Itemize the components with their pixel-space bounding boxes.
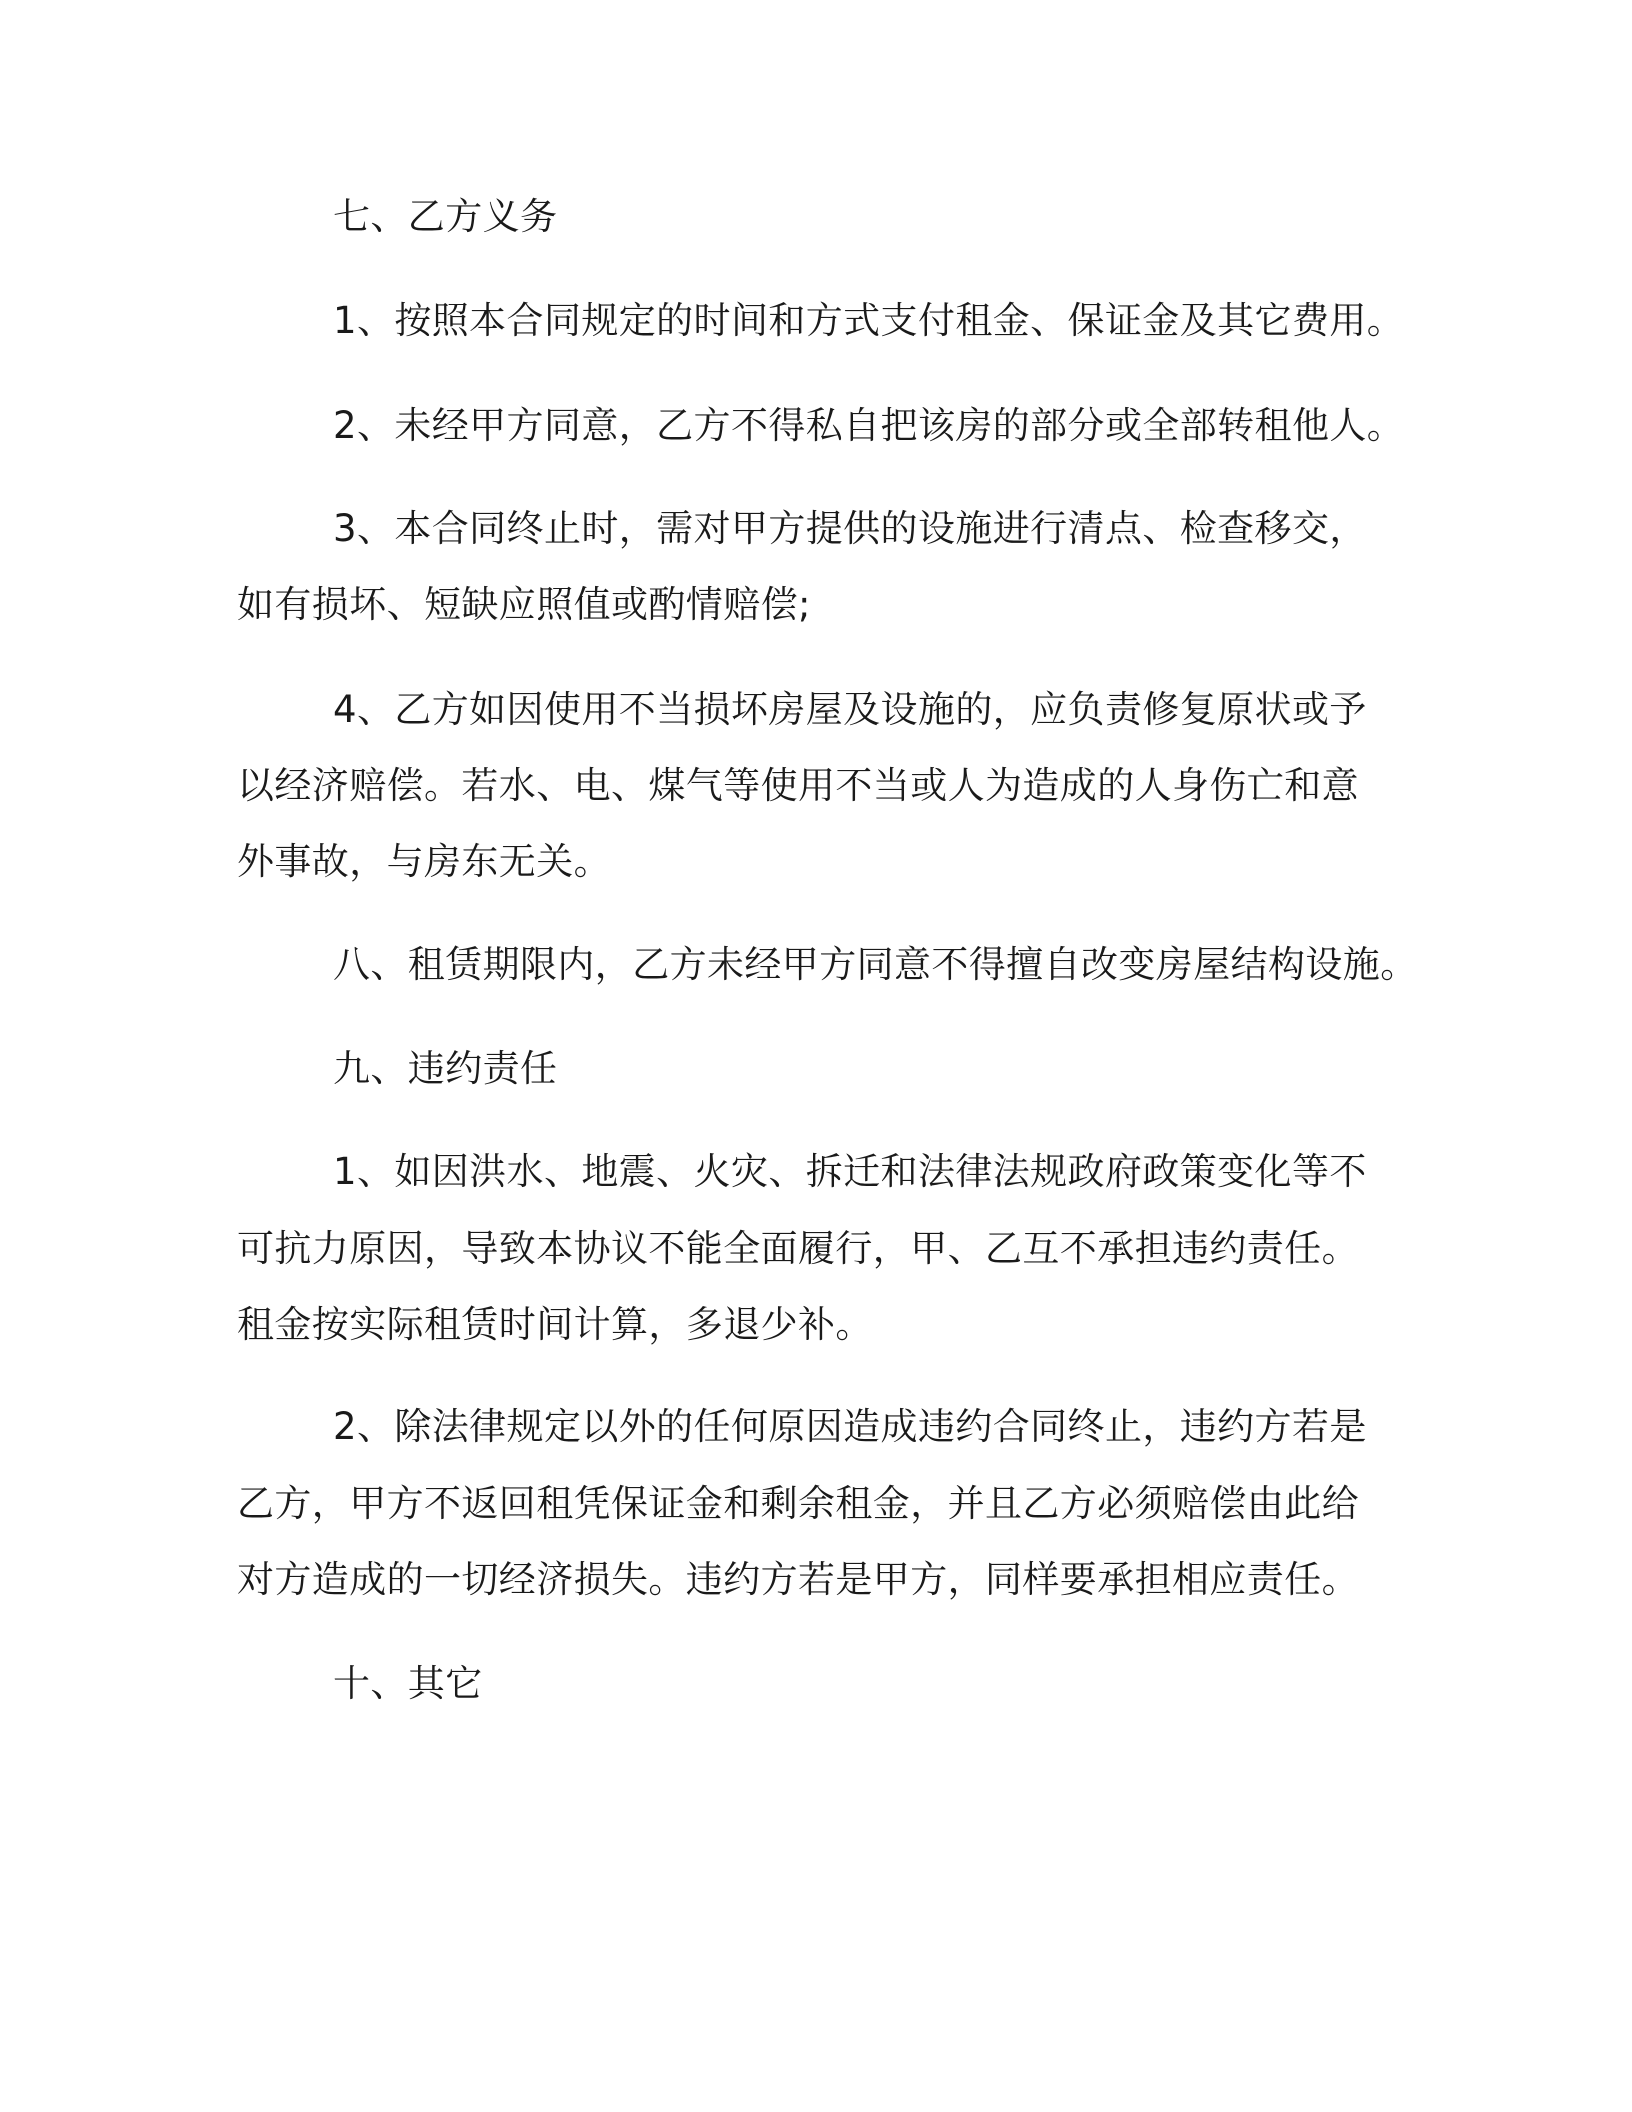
section-9-heading: 九、违约责任 (333, 1047, 558, 1090)
section-7-item-4-line-2: 以经济赔偿。若水、电、煤气等使用不当或人为造成的人身伤亡和意 (237, 764, 1359, 807)
section-8-text: 八、租赁期限内，乙方未经甲方同意不得擅自改变房屋结构设施。 (333, 943, 1418, 986)
section-9-item-2-line-1: 2、除法律规定以外的任何原因造成违约合同终止，违约方若是 (333, 1405, 1367, 1448)
section-10-heading: 十、其它 (333, 1662, 483, 1705)
section-9-item-2-line-2: 乙方，甲方不返回租凭保证金和剩余租金，并且乙方必须赔偿由此给 (237, 1482, 1359, 1525)
section-9-item-2-line-3: 对方造成的一切经济损失。违约方若是甲方，同样要承担相应责任。 (237, 1558, 1359, 1601)
section-7-item-1: 1、按照本合同规定的时间和方式支付租金、保证金及其它费用。 (333, 299, 1405, 342)
section-7-item-2: 2、未经甲方同意，乙方不得私自把该房的部分或全部转租他人。 (333, 404, 1405, 447)
section-9-item-1-line-2: 可抗力原因，导致本协议不能全面履行，甲、乙互不承担违约责任。 (237, 1227, 1359, 1270)
section-7-item-4-line-3: 外事故，与房东无关。 (237, 840, 611, 883)
section-7-heading: 七、乙方义务 (333, 195, 558, 238)
section-7-item-4-line-1: 4、乙方如因使用不当损坏房屋及设施的，应负责修复原状或予 (333, 688, 1367, 731)
section-7-item-3-line-2: 如有损坏、短缺应照值或酌情赔偿; (237, 583, 811, 626)
section-9-item-1-line-3: 租金按实际租赁时间计算，多退少补。 (237, 1303, 873, 1346)
section-9-item-1-line-1: 1、如因洪水、地震、火灾、拆迁和法律法规政府政策变化等不 (333, 1150, 1367, 1193)
section-7-item-3-line-1: 3、本合同终止时，需对甲方提供的设施进行清点、检查移交， (333, 507, 1367, 550)
